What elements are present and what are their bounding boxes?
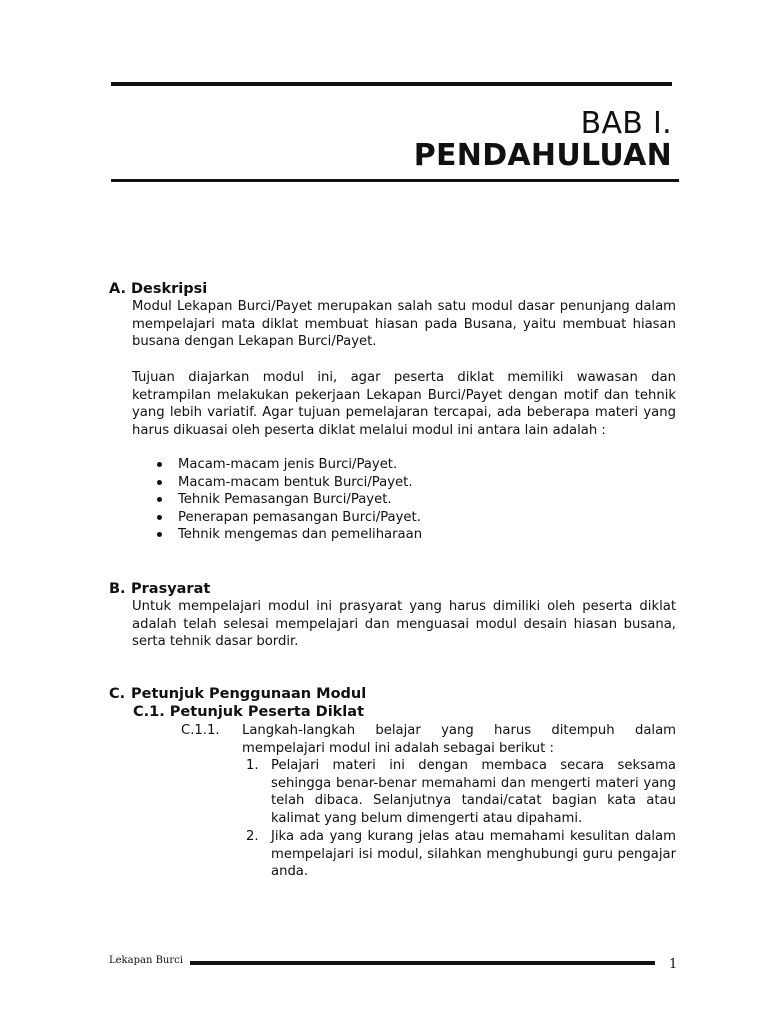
step-2-text: Jika ada yang kurang jelas atau memahami kesulitan dalam mempelajari isi modul, silahkan menghubungi guru pengajar anda. bbox=[271, 829, 676, 880]
item-number: C.1.1. bbox=[181, 723, 220, 738]
section-b-paragraph: Untuk mempelajari modul ini prasyarat yang harus dimiliki oleh peserta diklat adalah telah selesai mempelajari dan menguasai modul desain hiasan busana, serta tehnik dasar bordir. bbox=[132, 599, 676, 650]
section-c-title: Petunjuk Penggunaan Modul bbox=[131, 686, 367, 702]
section-a-bullet-list bbox=[156, 456, 422, 544]
footer-label: Lekapan Burci bbox=[109, 955, 183, 966]
section-b-letter: B. bbox=[109, 581, 126, 597]
bullet-icon bbox=[157, 462, 162, 467]
section-a-heading bbox=[109, 281, 207, 297]
footer-rule bbox=[190, 961, 655, 965]
section-b-heading bbox=[109, 581, 210, 597]
top-rule bbox=[111, 82, 672, 86]
step-2-number: 2. bbox=[246, 829, 259, 844]
section-a-paragraph-2: Tujuan diajarkan modul ini, agar peserta diklat memiliki wawasan dan ketrampilan melakukan pekerjaan Lekapan Burci/Payet dengan motif dan tehnik yang lebih variatif. Agar tujuan pemelajaran tercapai, ada beberapa materi yang harus dikuasai oleh peserta diklat melalui modul ini antara lain adalah : bbox=[132, 370, 676, 438]
bullet-icon bbox=[157, 480, 162, 485]
step-1-text: Pelajari materi ini dengan membaca secara seksama sehingga benar-benar memahami dan mengerti materi yang telah dibaca. Selanjutnya tandai/catat bagian kata atau kalimat yang belum dimengerti atau dipahami. bbox=[271, 758, 676, 826]
section-c1-heading: C.1. Petunjuk Peserta Diklat bbox=[133, 704, 364, 720]
bullet-icon bbox=[157, 515, 162, 520]
item-text: Langkah-langkah belajar yang harus ditempuh dalam mempelajari modul ini adalah sebagai berikut : bbox=[242, 723, 676, 756]
section-a-letter: A. bbox=[109, 281, 126, 297]
list-item: Penerapan pemasangan Burci/Payet. bbox=[156, 509, 422, 527]
chapter-label: BAB I. bbox=[580, 106, 672, 141]
section-b-title: Prasyarat bbox=[131, 581, 211, 597]
bullet-icon bbox=[157, 497, 162, 502]
list-item: Macam-macam bentuk Burci/Payet. bbox=[156, 474, 422, 492]
section-c-letter: C. bbox=[109, 686, 126, 702]
list-item: Tehnik mengemas dan pemeliharaan bbox=[156, 526, 422, 544]
page-number: 1 bbox=[669, 957, 678, 972]
chapter-title: PENDAHULUAN bbox=[413, 138, 672, 173]
title-rule bbox=[111, 179, 679, 182]
section-c-heading bbox=[109, 686, 366, 702]
step-1-number: 1. bbox=[246, 758, 259, 773]
list-item: Tehnik Pemasangan Burci/Payet. bbox=[156, 491, 422, 509]
list-item: Macam-macam jenis Burci/Payet. bbox=[156, 456, 422, 474]
section-a-title: Deskripsi bbox=[131, 281, 208, 297]
bullet-icon bbox=[157, 532, 162, 537]
section-a-paragraph-1: Modul Lekapan Burci/Payet merupakan salah satu modul dasar penunjang dalam mempelajari mata diklat membuat hiasan pada Busana, yaitu membuat hiasan busana dengan Lekapan Burci/Payet. bbox=[132, 299, 676, 350]
